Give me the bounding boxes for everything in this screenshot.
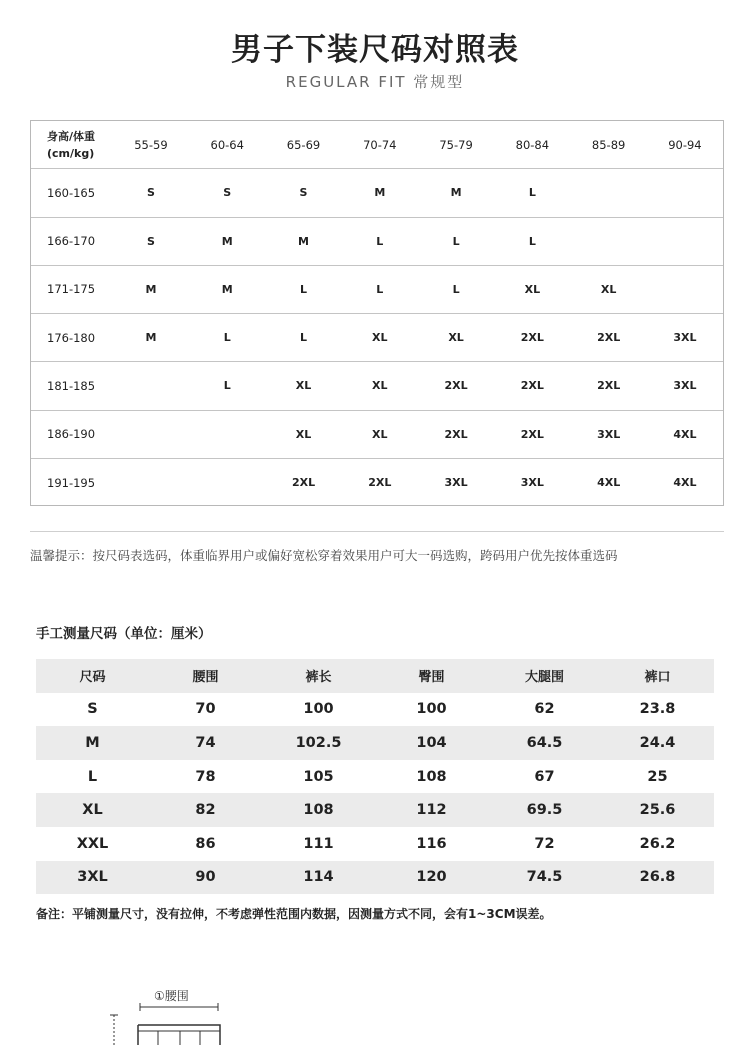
measurement-header: 大腿围	[524, 670, 564, 686]
weight-header: 65-69	[286, 137, 321, 152]
size-value: 2XL	[597, 331, 621, 345]
weight-header: 60-64	[210, 137, 244, 152]
height-label: 176-180	[47, 330, 96, 345]
size-value: M	[221, 282, 233, 296]
measurement-value: 86	[195, 835, 216, 852]
size-value	[113, 362, 189, 409]
measurement-note: 备注：平铺测量尺寸，没有拉伸，不考虑弹性范围内数据，因测量方式不同，会有1~3CM误差。	[36, 907, 552, 921]
measurement-row	[36, 793, 714, 827]
page-subtitle: REGULAR FIT 常规型	[285, 73, 465, 91]
size-value	[647, 266, 723, 313]
measurement-value: 26.2	[639, 835, 676, 852]
measurement-value: XXL	[76, 835, 109, 852]
measurement-value: 100	[416, 701, 447, 718]
weight-header: 90-94	[668, 137, 702, 152]
pants-diagram	[100, 985, 240, 1045]
measurement-value: 67	[534, 768, 555, 785]
size-value: 2XL	[444, 379, 468, 393]
size-value: 2XL	[520, 331, 544, 345]
measurement-table	[36, 659, 714, 894]
corner-label-line2: (cm/kg)	[47, 146, 95, 160]
size-chart-row	[31, 362, 723, 410]
size-value: 3XL	[597, 427, 621, 441]
size-value: XL	[524, 282, 541, 296]
size-chart-table	[30, 120, 724, 506]
size-value: XL	[295, 379, 312, 393]
measurement-value: 108	[416, 768, 447, 785]
size-value: L	[528, 186, 536, 200]
height-label: 186-190	[47, 427, 96, 442]
size-value: XL	[295, 427, 312, 441]
size-value: 2XL	[597, 379, 621, 393]
measurement-value: 104	[416, 734, 447, 751]
measurement-value: 74.5	[526, 869, 563, 886]
measurement-header: 裤口	[644, 670, 671, 686]
size-value: M	[145, 282, 157, 296]
size-value: L	[376, 234, 384, 248]
measurement-row	[36, 693, 714, 727]
weight-header: 80-84	[515, 137, 550, 152]
measurement-value: 26.8	[639, 869, 676, 886]
measurement-value: L	[87, 768, 98, 785]
height-label: 191-195	[47, 475, 96, 490]
measurement-row	[36, 760, 714, 794]
measurement-header: 臀围	[418, 670, 445, 686]
size-value: S	[146, 186, 155, 200]
size-chart-corner-label	[31, 121, 113, 168]
size-value	[571, 218, 647, 265]
size-chart-row	[31, 411, 723, 459]
size-value: L	[300, 282, 308, 296]
measurement-value: 102.5	[295, 734, 342, 751]
size-value: XL	[448, 331, 464, 345]
measurement-value: 69.5	[526, 802, 563, 819]
measurement-value: XL	[82, 802, 103, 819]
size-value: L	[452, 282, 460, 296]
measurement-value: S	[87, 701, 98, 718]
corner-label-line1: 身高/体重	[47, 129, 96, 143]
size-value: 2XL	[368, 476, 392, 490]
size-value	[189, 411, 265, 458]
measurement-row	[36, 827, 714, 861]
size-value: L	[452, 234, 460, 248]
measurement-value: 25.6	[639, 802, 676, 819]
measurement-row	[36, 861, 714, 895]
height-label: 160-165	[47, 185, 96, 200]
measurement-value: M	[85, 734, 100, 751]
measurement-value: 111	[303, 835, 334, 852]
size-value: 3XL	[444, 476, 468, 490]
measurement-value: 116	[416, 835, 447, 852]
measurement-value: 24.4	[639, 734, 676, 751]
measurement-value: 120	[416, 869, 447, 886]
measurement-value: 108	[303, 802, 334, 819]
size-value: L	[223, 379, 231, 393]
size-value: XL	[372, 427, 388, 441]
size-chart-row	[31, 459, 723, 507]
measurement-value: 3XL	[77, 869, 108, 886]
measurement-value: 72	[534, 835, 555, 852]
size-value: 2XL	[444, 427, 468, 441]
size-value: S	[146, 234, 155, 248]
size-chart-header-row	[31, 121, 723, 169]
size-value: 4XL	[597, 476, 621, 490]
size-value: M	[145, 331, 157, 345]
size-value: XL	[372, 331, 388, 345]
size-value	[189, 459, 265, 507]
size-value: S	[299, 186, 308, 200]
measurement-value: 82	[195, 802, 216, 819]
size-value: S	[223, 186, 232, 200]
page-title: 男子下装尺码对照表	[231, 32, 519, 68]
section-divider	[30, 531, 724, 532]
size-value: 4XL	[673, 476, 697, 490]
size-value: XL	[372, 379, 388, 393]
height-label: 171-175	[47, 282, 96, 297]
size-chart-row	[31, 266, 723, 314]
measurement-value: 112	[416, 802, 447, 819]
height-label: 181-185	[47, 378, 96, 393]
size-value: L	[223, 331, 231, 345]
size-value: M	[374, 186, 386, 200]
measurement-value: 74	[195, 734, 216, 751]
height-label: 166-170	[47, 234, 96, 249]
measurement-value: 23.8	[639, 701, 676, 718]
measurement-header: 腰围	[192, 670, 219, 686]
measurement-value: 64.5	[526, 734, 563, 751]
measurement-header-row	[36, 659, 714, 693]
size-value: XL	[600, 282, 617, 296]
size-value: 3XL	[520, 476, 544, 490]
size-value: M	[221, 234, 233, 248]
size-value	[571, 169, 647, 216]
size-value: M	[450, 186, 462, 200]
measurement-value: 105	[303, 768, 334, 785]
size-chart-row	[31, 218, 723, 266]
size-chart-row	[31, 169, 723, 217]
measurement-value: 70	[195, 701, 216, 718]
waistband-outline	[138, 1025, 220, 1045]
size-value: 3XL	[673, 331, 697, 345]
size-value	[113, 459, 189, 507]
diagram-label: ①腰围	[154, 989, 189, 1003]
weight-header: 75-79	[439, 137, 473, 152]
size-value: 2XL	[291, 476, 316, 490]
measurement-value: 25	[647, 768, 668, 785]
measurement-header: 裤长	[305, 670, 332, 686]
measurement-value: 100	[303, 701, 334, 718]
weight-header: 85-89	[591, 137, 626, 152]
weight-header: 70-74	[363, 137, 397, 152]
measurement-value: 78	[195, 768, 216, 785]
size-value: L	[300, 331, 308, 345]
size-value	[647, 218, 723, 265]
size-value: 2XL	[520, 379, 544, 393]
size-value	[647, 169, 723, 216]
size-value: 2XL	[520, 427, 544, 441]
size-value	[113, 411, 189, 458]
weight-header: 55-59	[134, 137, 168, 152]
measurement-header: 尺码	[79, 670, 106, 686]
size-value: 4XL	[673, 427, 697, 441]
size-chart-row	[31, 314, 723, 362]
measurement-title: 手工测量尺码（单位：厘米）	[36, 626, 212, 642]
size-value: L	[528, 234, 536, 248]
measurement-value: 114	[303, 869, 334, 886]
size-value: L	[376, 282, 384, 296]
measurement-row	[36, 726, 714, 760]
measurement-value: 62	[534, 701, 555, 718]
size-value: 3XL	[673, 379, 697, 393]
size-value: M	[298, 234, 309, 248]
size-tip: 温馨提示：按尺码表选码，体重临界用户或偏好宽松穿着效果用户可大一码选购，跨码用户优先按体重选码	[30, 548, 618, 563]
measurement-value: 90	[195, 869, 216, 886]
